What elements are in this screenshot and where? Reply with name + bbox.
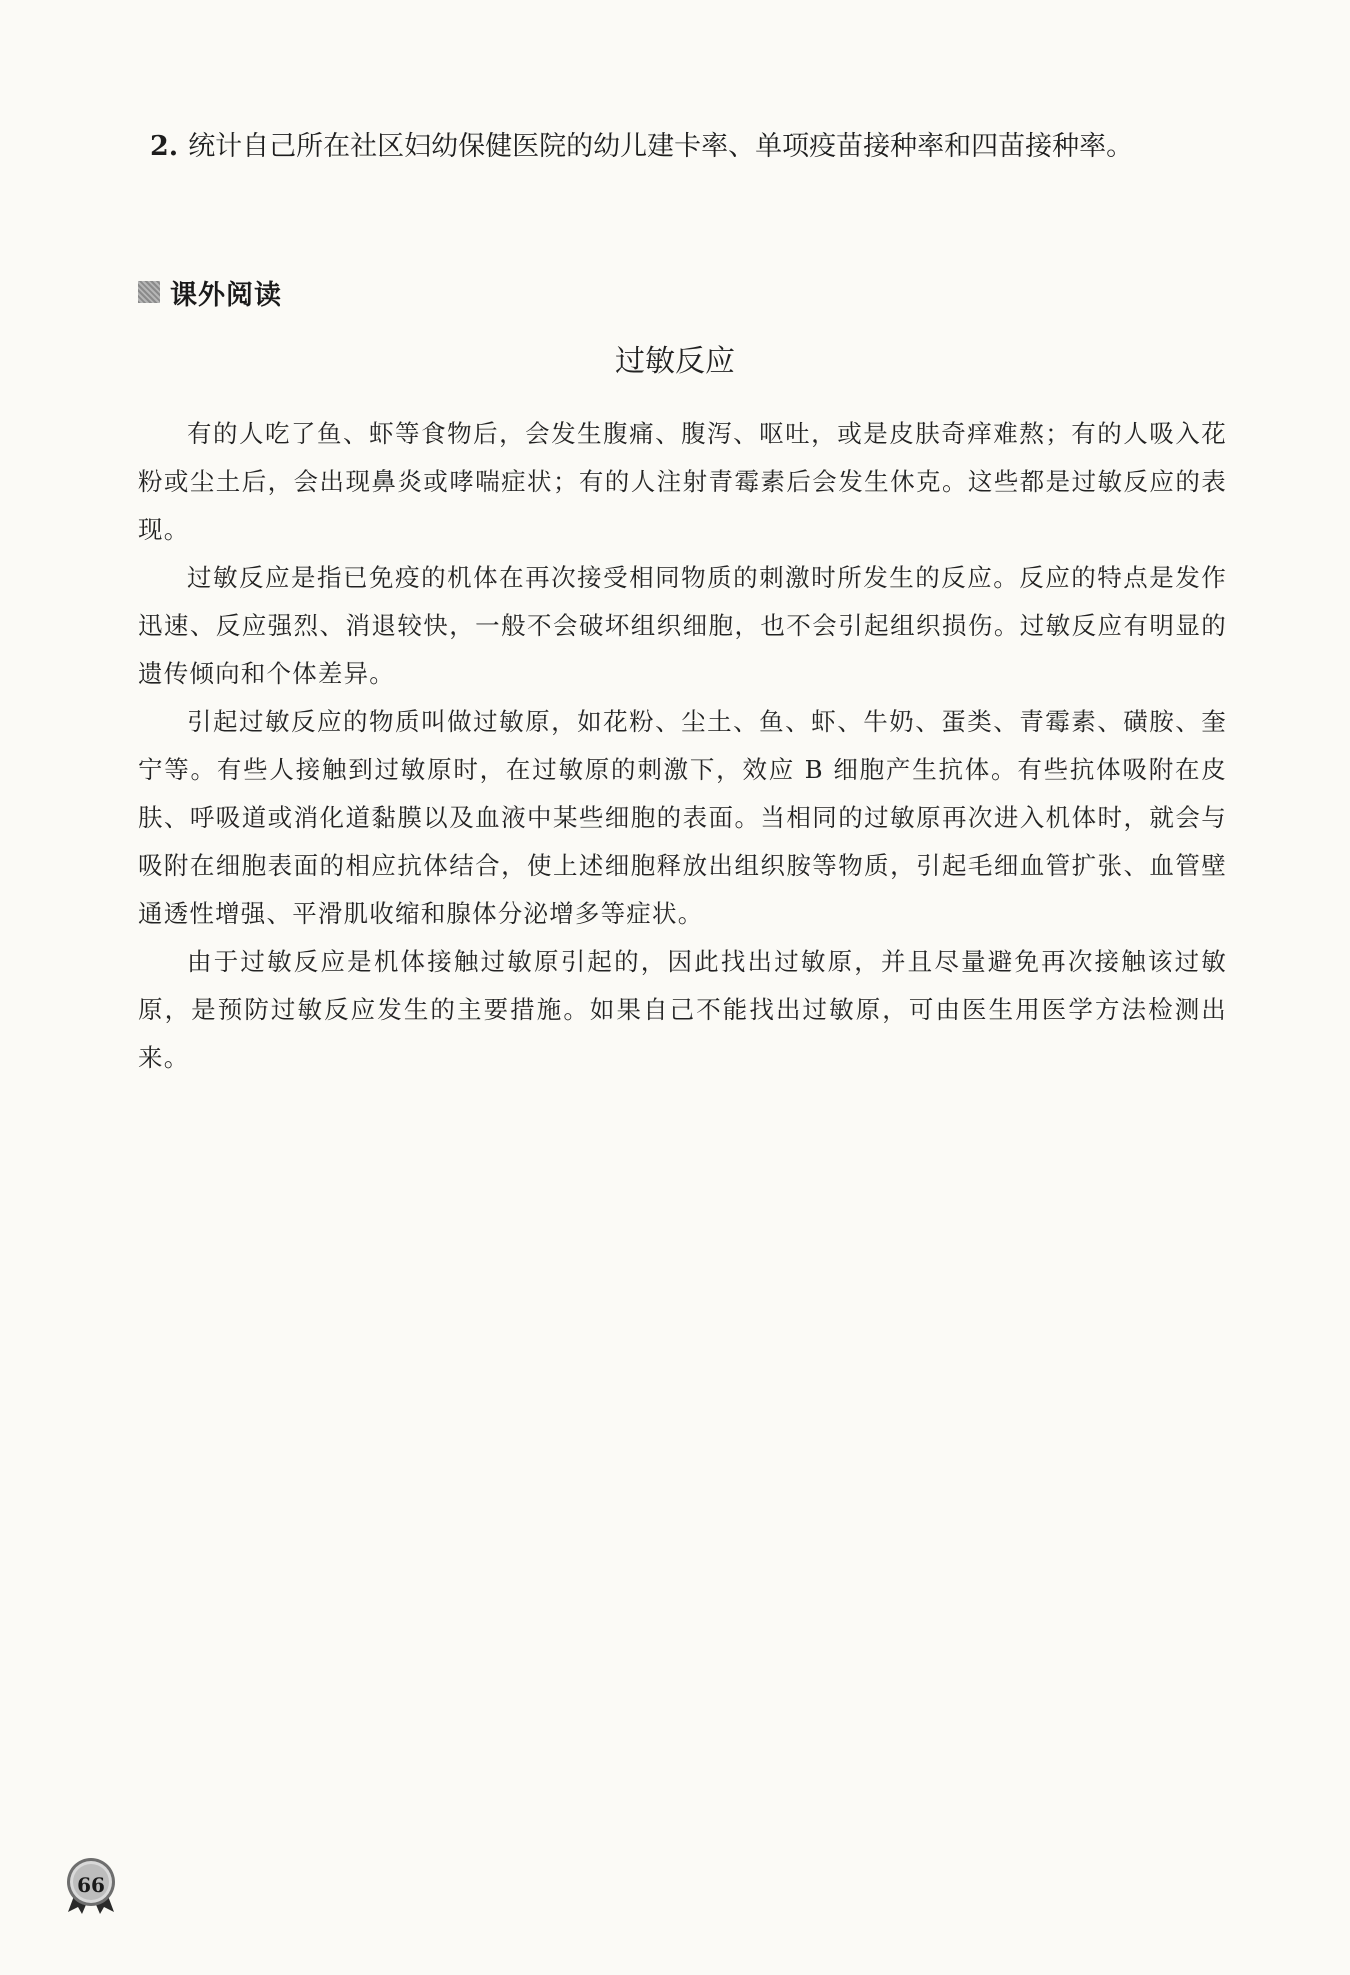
- exercise-text: 统计自己所在社区妇幼保健医院的幼儿建卡率、单项疫苗接种率和四苗接种率。: [188, 131, 1134, 162]
- paragraph: 过敏反应是指已免疫的机体在再次接受相同物质的刺激时所发生的反应。反应的特点是发作迅速、反应强烈、消退较快，一般不会破坏组织细胞，也不会引起组织损伤。过敏反应有明显的遗传倾向和个体差异。: [138, 563, 1227, 688]
- section-marker-icon: [138, 281, 160, 303]
- paragraph: 有的人吃了鱼、虾等食物后，会发生腹痛、腹泻、呕吐，或是皮肤奇痒难熬；有的人吸入花粉或尘土后，会出现鼻炎或哮喘症状；有的人注射青霉素后会发生休克。这些都是过敏反应的表现。: [138, 419, 1227, 544]
- section-header: [138, 272, 282, 312]
- exercise-number: 2.: [150, 131, 179, 162]
- page-number: 66: [77, 1873, 105, 1897]
- exercise-item: [150, 126, 1230, 168]
- paragraph: 由于过敏反应是机体接触过敏原引起的，因此找出过敏原，并且尽量避免再次接触该过敏原，是预防过敏反应发生的主要措施。如果自己不能找出过敏原，可由医生用医学方法检测出来。: [138, 947, 1227, 1072]
- paragraph: 引起过敏反应的物质叫做过敏原，如花粉、尘土、鱼、虾、牛奶、蛋类、青霉素、磺胺、奎宁等。有些人接触到过敏原时，在过敏原的刺激下，效应 B 细胞产生抗体。有些抗体吸附在皮肤、呼吸道或消化道黏膜以及血液中某些细胞的表面。当相同的过敏原再次进入机体时，就会与吸附在细胞表面的相应抗体结合，使上述细胞释放出组织胺等物质，引起毛细血管扩张、血管壁通透性增强、平滑肌收缩和腺体分泌增多等症状。: [138, 707, 1227, 928]
- section-title: 课外阅读: [170, 279, 282, 311]
- article-title: 过敏反应: [615, 344, 735, 379]
- article-body: [138, 410, 1227, 1082]
